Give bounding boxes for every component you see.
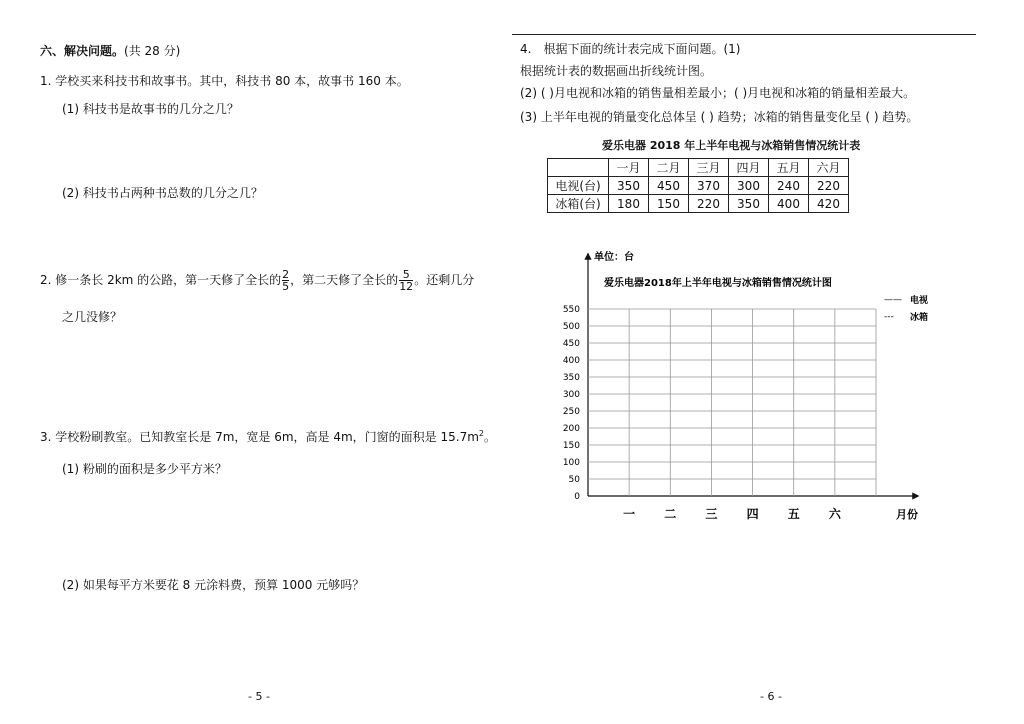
table-header-cell: 六月 <box>809 159 849 177</box>
x-tick-label: 二 <box>664 507 677 521</box>
y-tick-label: 400 <box>562 356 580 366</box>
question-4-title: 4. 根据下面的统计表完成下面问题。(1) <box>520 42 741 56</box>
table-cell: 350 <box>609 177 649 195</box>
table-cell: 150 <box>649 195 689 213</box>
legend-label-fridge: 冰箱 <box>910 313 929 323</box>
question-2-line-2: 之几没修？ <box>62 310 123 324</box>
chart-grid <box>563 305 876 521</box>
y-tick-label: 350 <box>562 373 580 383</box>
x-tick-label: 五 <box>787 507 800 521</box>
y-tick-label: 200 <box>562 424 580 434</box>
page-number-left: - 5 - <box>248 690 270 703</box>
table-header-cell: 四月 <box>729 159 769 177</box>
table-row <box>548 195 849 213</box>
question-3-part-1: (1) 粉刷的面积是多少平方米？ <box>62 462 227 476</box>
question-3-text: 3. 学校粉刷教室。已知教室长是 7m，宽是 6m，高是 4m，门窗的面积是 15.7m <box>40 430 479 444</box>
table-header-row <box>548 159 849 177</box>
question-3-part-2: (2) 如果每平方米要花 8 元涂料费，预算 1000 元够吗？ <box>62 578 365 592</box>
y-axis-unit: 单位：台 <box>594 252 634 263</box>
x-tick-label: 四 <box>746 507 759 521</box>
y-tick-label: 300 <box>562 390 580 400</box>
legend <box>884 294 928 323</box>
table-header-cell: 一月 <box>609 159 649 177</box>
table-cell: 300 <box>729 177 769 195</box>
question-2-mid: ，第二天修了全长的 <box>290 273 399 287</box>
legend-marker-tv: —— <box>884 295 902 305</box>
sales-table <box>547 158 849 213</box>
table-cell: 400 <box>769 195 809 213</box>
chart-title: 爱乐电器2018年上半年电视与冰箱销售情况统计图 <box>604 278 832 289</box>
y-tick-label: 450 <box>562 339 580 349</box>
section-score: (共 28 分) <box>124 44 181 58</box>
question-3 <box>40 428 496 445</box>
table-header-cell: 五月 <box>769 159 809 177</box>
legend-marker-fridge: --- <box>884 312 894 322</box>
question-4-line-1: 根据统计表的数据画出折线统计图。 <box>520 64 713 78</box>
question-4-line-2: (2) ( )月电视和冰箱的销售量相差最小；( )月电视和冰箱的销量相差最大。 <box>520 86 916 100</box>
y-tick-label: 0 <box>574 492 580 502</box>
question-2-pre: 2. 修一条长 2km 的公路，第一天修了全长的 <box>40 273 282 287</box>
page-number-right: - 6 - <box>760 690 782 703</box>
legend-label-tv: 电视 <box>910 296 929 306</box>
top-rule <box>512 34 976 35</box>
section-heading <box>40 42 180 59</box>
table-row-label: 冰箱(台) <box>548 195 609 213</box>
question-3-end: 。 <box>484 430 497 444</box>
table-header-cell: 三月 <box>689 159 729 177</box>
y-tick-label: 500 <box>562 322 580 332</box>
x-tick-label: 一 <box>623 507 636 521</box>
table-cell: 240 <box>769 177 809 195</box>
table-cell: 220 <box>689 195 729 213</box>
table-cell: 370 <box>689 177 729 195</box>
table-cell: 420 <box>809 195 849 213</box>
question-1-part-2: (2) 科技书占两种书总数的几分之几？ <box>62 186 263 200</box>
question-1-part-1: (1) 科技书是故事书的几分之几？ <box>62 102 239 116</box>
table-header-cell: 二月 <box>649 159 689 177</box>
fraction-5-12: $\frac{5}{12}$ <box>399 268 414 293</box>
question-2-post: 。还剩几分 <box>414 273 475 287</box>
question-1: 1. 学校买来科技书和故事书。其中，科技书 80 本，故事书 160 本。 <box>40 74 409 88</box>
table-cell: 350 <box>729 195 769 213</box>
y-tick-label: 150 <box>562 441 580 451</box>
table-cell: 220 <box>809 177 849 195</box>
fraction-2-5: $\frac{2}{5}$ <box>282 268 290 293</box>
y-tick-label: 250 <box>562 407 580 417</box>
table-title: 爱乐电器 2018 年上半年电视与冰箱销售情况统计表 <box>602 139 861 152</box>
y-tick-label: 50 <box>568 475 580 485</box>
table-cell: 450 <box>649 177 689 195</box>
line-chart-grid <box>540 246 960 526</box>
x-axis-label: 月份 <box>896 508 918 521</box>
section-title: 六、解决问题。 <box>40 44 125 58</box>
table-row-label: 电视(台) <box>548 177 609 195</box>
x-tick-label: 六 <box>828 507 841 521</box>
table-cell: 180 <box>609 195 649 213</box>
table-row <box>548 177 849 195</box>
question-2 <box>40 266 474 294</box>
question-3-sup: 2 <box>478 429 484 438</box>
y-tick-label: 100 <box>562 458 580 468</box>
x-tick-label: 三 <box>705 507 718 521</box>
y-tick-label: 550 <box>562 305 580 315</box>
table-header-cell <box>548 159 609 177</box>
question-4-line-3: (3) 上半年电视的销量变化总体呈 ( ) 趋势；冰箱的销售量变化呈 ( ) 趋势。 <box>520 110 919 124</box>
